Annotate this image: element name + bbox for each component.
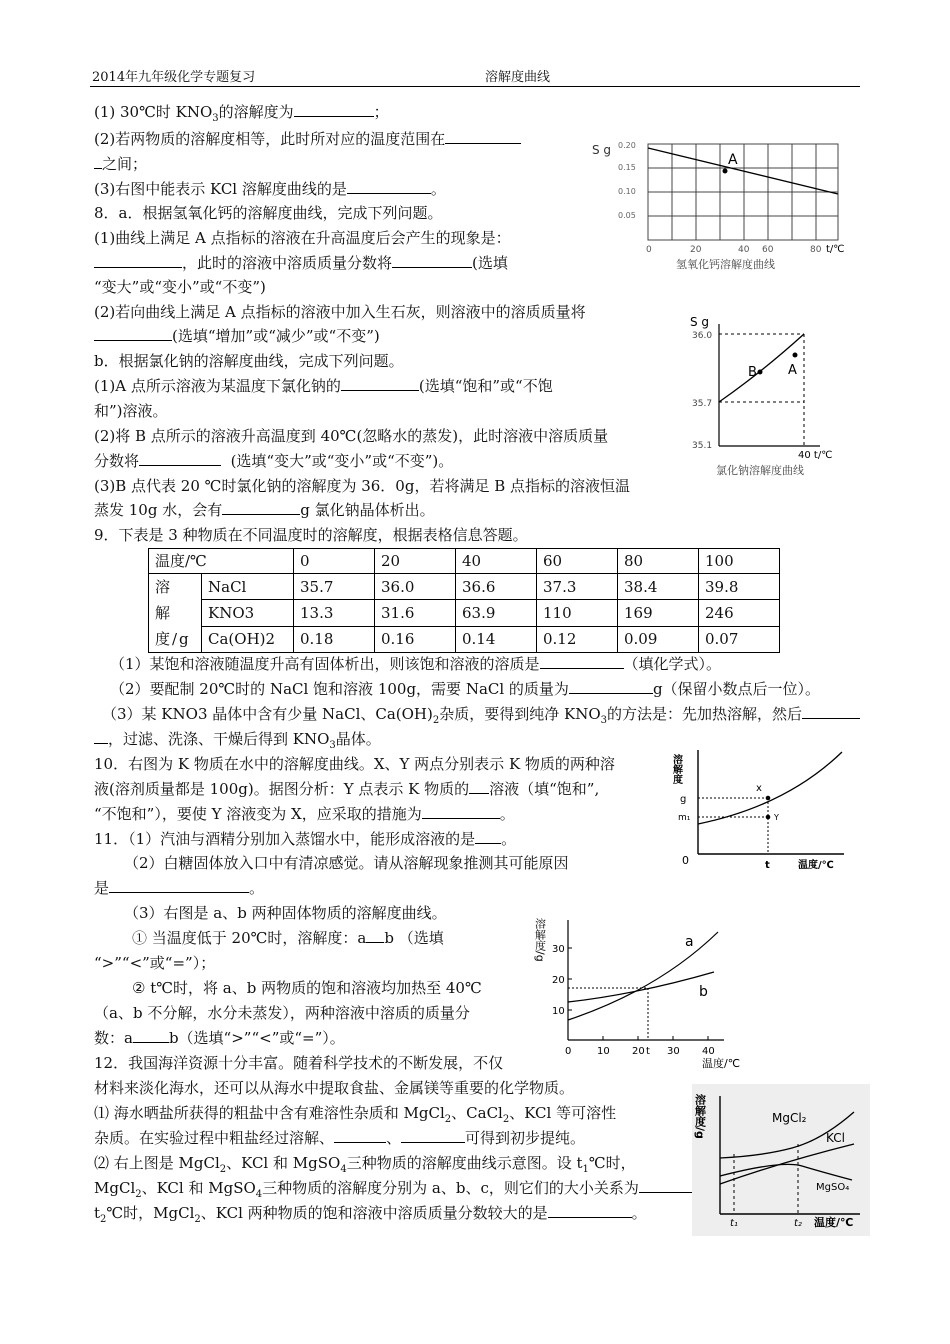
point-a-label: A [788,363,797,378]
q8-line12: (3)B 点代表 20 ℃时氯化钠的溶解度为 36．0g，若将满足 B 点指标的溶液恒温 [94,477,631,495]
q8-line8: (1)A 点所示溶液为某温度下氯化钠的 (选填“饱和”或“不饱 [94,377,553,395]
figure-ab-curves [528,910,790,1072]
q8-line5: (2)若向曲线上满足 A 点指标的溶液中加入生石灰，则溶液中的溶质质量将 [94,303,586,321]
fig5-xtick: t₁ [730,1218,738,1229]
fig2-ylabel: S g [690,315,710,329]
fig2-caption: 氯化钠溶解度曲线 [716,464,804,477]
table-cell: 0.14 [456,626,537,652]
q11-line5: ① 当温度低于 20℃时，溶解度：a b （选填 [132,929,444,947]
q8-line6: (选填“增加”或“减少”或“不变”) [94,326,380,346]
q7-line2: (2)若两物质的溶解度相等，此时所对应的温度范围在 [94,129,521,149]
table-temp-label: 温度/℃ [149,549,294,574]
q11-line6: “>”“<”或“=”）； [94,954,216,972]
header-left: 2014年九年级化学专题复习 [92,70,256,85]
figure-nacl-curve [682,308,862,480]
point-x-label: x [756,783,762,794]
table-cell: KNO3 [202,600,294,626]
q8-line3: ，此时的溶液中溶质质量分数将 (选填 [94,253,508,273]
fig1-ytick: 0.10 [618,187,636,196]
table-cell: 80 [618,549,699,574]
q11-line3: 是 。 [94,879,265,897]
q8-line10: (2)将 B 点所示的溶液升高温度到 40℃(忽略水的蒸发)，此时溶液中溶质质量 [94,427,609,445]
q8-line13: 蒸发 10g 水，会有 g 氯化钠晶体析出。 [94,501,435,519]
q9-sub3-cont: ，过滤、洗涤、干燥后得到 $KNO_3$晶体。 [94,729,381,756]
q11-line2: （2）白糖固体放入口中有清凉感觉。请从溶解现象推测其可能原因 [124,854,569,872]
table-row [149,600,780,626]
q10-line2: 液(溶剂质量都是 100g)。据图分析：Y 点表示 K 物质的 溶液（填“饱和”, [94,780,600,798]
table-cell: 36.6 [456,574,537,600]
curve-a-label: a [685,934,694,950]
fig1-xtick: 60 [762,245,774,255]
mgcl2-label: MgCl₂ [772,1111,807,1125]
q10-line1: 10．右图为 K 物质在水中的溶解度曲线。X、Y 两点分别表示 K 物质的两种溶 [94,755,615,773]
fig3-xtick: t [765,860,770,871]
table-cell: 100 [699,549,780,574]
q12-line5: ⑵ 右上图是 MgCl$_2$、KCl 和 MgSO$_4$三种物质的溶解度曲线示意图。设 $t_1℃$时， [94,1154,636,1175]
fig2-xunit: 40 t/℃ [798,450,833,461]
table-cell: Ca(OH)2 [202,626,294,652]
caoh2-curve [648,148,838,194]
q11-line7: ② t℃时，将 a、b 两物质的饱和溶液均加热至 40℃ [132,979,482,997]
point-a-label: A [728,152,738,168]
q11-line9: 数：a b（选填“>”“<”或“=”）。 [94,1029,345,1047]
q11-line4: （3）右图是 a、b 两种固体物质的溶解度曲线。 [124,904,447,922]
curve-b-label: b [699,984,708,1000]
fig4-xunit: 温度/℃ [702,1057,741,1070]
point-b [758,370,763,375]
q8-line2: (1)曲线上满足 A 点指标的溶液在升高温度后会产生的现象是： [94,229,511,247]
q8-line4: “变大”或“变小”或“不变”) [94,278,266,296]
fig3-origin: 0 [682,854,689,867]
figure-salt-curves [692,1084,870,1236]
q9-title: 9．下表是 3 种物质在不同温度时的溶解度，根据表格信息答题。 [94,526,528,544]
q9-sub1: （1）某饱和溶液随温度升高有固体析出，则该饱和溶液的溶质是 （填化学式）。 [110,655,722,673]
point-x [766,796,771,801]
table-cell: 39.8 [699,574,780,600]
q8-line11: 分数将 (选填“变大”或“变小”或“不变”)。 [94,452,454,470]
q12-line3: ⑴ 海水晒盐所获得的粗盐中含有难溶性杂质和 MgCl$_2$、CaCl$_2$、KCl 等可溶性 [94,1104,617,1125]
fig1-xtick: 40 [738,245,750,255]
solubility-table [148,548,780,653]
fig2-ytick: 35.7 [692,399,713,409]
fig4-ytick: 20 [552,975,565,986]
fig4-xtick: 20 [632,1046,645,1057]
table-cell: 0.16 [375,626,456,652]
table-cell: 37.3 [537,574,618,600]
table-cell: 38.4 [618,574,699,600]
fig4-xtick: 40 [702,1046,715,1057]
header-center: 溶解度曲线 [485,70,551,85]
q8-line7: b．根据氯化钠的溶解度曲线，完成下列问题。 [94,352,404,370]
fig1-xtick: 80 [810,245,822,255]
q7-line3: 之间； [94,154,147,174]
fig4-xtick: 10 [597,1046,610,1057]
table-cell: 31.6 [375,600,456,626]
fig1-xunit: t/℃ [826,244,845,255]
page-header [90,66,860,87]
table-cell: NaCl [202,574,294,600]
table-cell: 40 [456,549,537,574]
fig3-xunit: 温度/℃ [798,860,834,871]
kcl-label: KCl [826,1131,845,1145]
k-curve [698,752,842,824]
table-cell: 0 [294,549,375,574]
point-a [793,353,798,358]
q11-line1: 11．（1）汽油与酒精分别加入蒸馏水中，能形成溶液的是 。 [94,830,517,848]
table-cell: 110 [537,600,618,626]
point-a [723,169,728,174]
q8-line9: 和”)溶液。 [94,402,168,420]
fig3-ylabel: 溶解度 [670,754,682,784]
q11-line8: （a、b 不分解，水分未蒸发），两种溶液中溶质的质量分 [94,1004,470,1022]
q12-line7: $t_2℃$时，MgCl$_2$、KCl 两种物质的饱和溶液中溶质质量分数较大的是 。 [94,1204,647,1225]
fig1-caption: 氢氧化钙溶解度曲线 [676,258,775,271]
table-row [149,574,780,600]
curve-a [568,932,718,1020]
table-cell: 246 [699,600,780,626]
fig1-ytick: 0.15 [618,163,636,172]
table-cell: 169 [618,600,699,626]
curve-b [568,972,714,1002]
q9-sub2: （2）要配制 20℃时的 NaCl 饱和溶液 100g，需要 NaCl 的质量为 g（保留小数点后一位）。 [110,680,821,698]
table-cell: 0.18 [294,626,375,652]
fig3-ytick: m₁ [678,813,691,823]
figure-k-curve [670,744,854,871]
fig2-ytick: 35.1 [692,441,713,451]
point-b-label: B [748,365,757,380]
fig5-xtick: t₂ [794,1218,802,1229]
table-cell: 13.3 [294,600,375,626]
q7-line4: (3)右图中能表示 KCl 溶解度曲线的是 。 [94,180,446,198]
table-cell: 0.09 [618,626,699,652]
q12-line1: 12．我国海洋资源十分丰富。随着科学技术的不断发展，不仅 [94,1054,504,1072]
q7-line1: (1) 30℃时 $KNO_3$的溶解度为 ； [94,103,389,124]
table-cell: 0.12 [537,626,618,652]
table-row [149,626,780,652]
table-row-label: 溶 解 度/g [149,574,202,653]
q12-line6: MgCl$_2$、KCl 和 MgSO$_4$三种物质的溶解度分别为 a、b、c，则它们的大小关系为 [94,1178,728,1205]
fig3-ytick: g [680,794,687,805]
fig1-xtick: 20 [690,245,702,255]
point-y [766,815,771,820]
q12-line4: 杂质。在实验过程中粗盐经过溶解、 、 可得到初步提纯。 [94,1129,586,1147]
figure-caoh2-curve [588,134,858,272]
mgso4-label: MgSO₄ [816,1182,850,1193]
q12-line2: 材料来淡化海水，还可以从海水中提取食盐、金属镁等重要的化学物质。 [94,1079,575,1097]
point-y-label: Y [774,813,779,822]
fig5-ylabel: 溶解度/g [693,1094,707,1139]
table-cell: 63.9 [456,600,537,626]
table-cell: 36.0 [375,574,456,600]
table-cell: 35.7 [294,574,375,600]
table-cell: 60 [537,549,618,574]
table-header-row [149,549,780,574]
fig2-ytick: 36.0 [692,331,713,341]
fig4-ytick: 30 [552,944,565,955]
fig4-ytick: 10 [552,1006,565,1017]
q8-title: 8．a．根据氢氧化钙的溶解度曲线，完成下列问题。 [94,204,443,222]
fig1-ylabel: S g [592,143,612,157]
table-cell: 20 [375,549,456,574]
fig4-xtick: 30 [667,1046,680,1057]
fig1-xtick: 0 [646,245,652,255]
fig4-xtick: 0 [565,1046,572,1057]
fig4-ylabel: 溶解度/g [533,918,547,962]
fig4-xtick: t [646,1046,650,1057]
fig5-xunit: 温度/℃ [814,1216,854,1229]
fig1-ytick: 0.20 [618,141,636,150]
table-cell: 0.07 [699,626,780,652]
q10-line3: “不饱和”），要使 Y 溶液变为 X，应采取的措施为 。 [94,805,515,823]
fig1-ytick: 0.05 [618,211,636,220]
q9-sub3: （3）某 KNO3 晶体中含有少量 NaCl、$Ca(OH)_2$杂质，要得到纯净 $KNO_3$的方法是：先加热溶解，然后 [102,704,860,731]
